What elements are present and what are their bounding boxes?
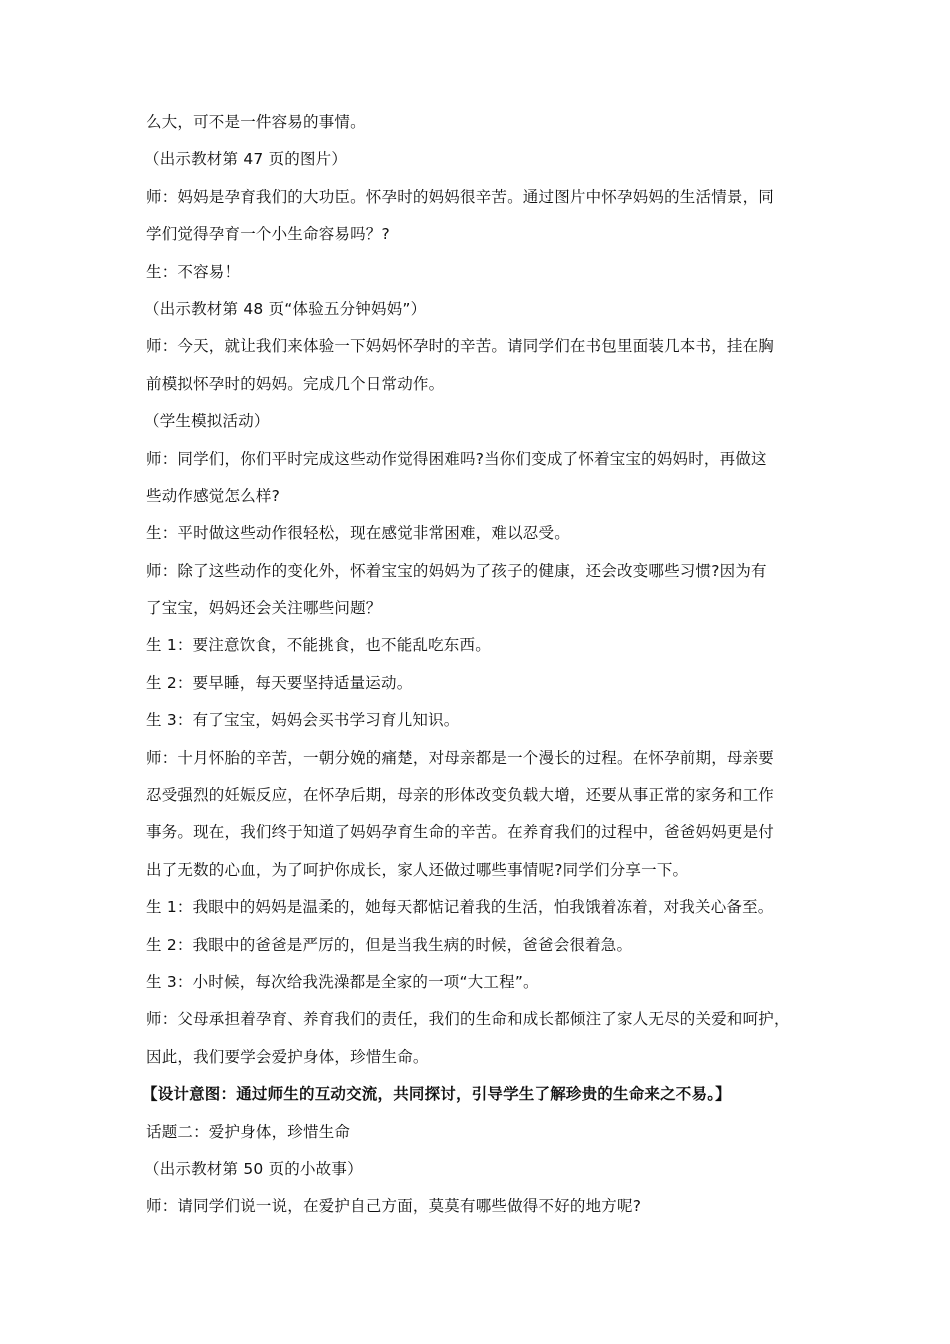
- text-line: 生：不容易！: [146, 262, 241, 281]
- text-line: 生 1：我眼中的妈妈是温柔的，她每天都惦记着我的生活，怕我饿着冻着，对我关心备至。: [146, 898, 774, 917]
- text-line: 师：父母承担着孕育、养育我们的责任，我们的生命和成长都倾注了家人无尽的关爱和呵护，: [146, 1010, 790, 1029]
- text-line: 生 2：要早睡，每天要坚持适量运动。: [146, 673, 413, 692]
- text-line: 生 3：小时候，每次给我洗澡都是全家的一项“大工程”。: [146, 972, 539, 991]
- section-heading: 话题二：爱护身体，珍惜生命: [146, 1122, 351, 1141]
- text-line: 师：妈妈是孕育我们的大功臣。怀孕时的妈妈很辛苦。通过图片中怀孕妈妈的生活情景，同: [146, 187, 775, 206]
- text-line: 些动作感觉怎么样?: [146, 486, 281, 505]
- document-body: [142, 104, 826, 1226]
- text-line: 生 1：要注意饮食，不能挑食，也不能乱吃东西。: [146, 636, 491, 655]
- text-line: 了宝宝，妈妈还会关注哪些问题？: [146, 599, 382, 618]
- text-line: 师：十月怀胎的辛苦，一朝分娩的痛楚，对母亲都是一个漫长的过程。在怀孕前期，母亲要: [146, 748, 775, 767]
- text-line: 么大，可不是一件容易的事情。: [146, 113, 366, 131]
- text-line: 忍受强烈的妊娠反应，在怀孕后期，母亲的形体改变负载大增，还要从事正常的家务和工作: [146, 786, 775, 805]
- text-line: 因此，我们要学会爱护身体，珍惜生命。: [146, 1047, 429, 1066]
- design-intent-note: 【设计意图：通过师生的互动交流，共同探讨，引导学生了解珍贵的生命来之不易。】: [142, 1085, 731, 1104]
- text-line: 生 2：我眼中的爸爸是严厉的，但是当我生病的时候，爸爸会很着急。: [146, 935, 633, 954]
- text-line: 师：今天，就让我们来体验一下妈妈怀孕时的辛苦。请同学们在书包里面装几本书，挂在胸: [146, 337, 775, 356]
- text-line: 师：除了这些动作的变化外，怀着宝宝的妈妈为了孩子的健康，还会改变哪些习惯?因为有: [146, 561, 767, 580]
- text-line: （学生模拟活动）: [144, 412, 270, 431]
- text-line: （出示教材第 50 页的小故事）: [144, 1159, 363, 1178]
- text-line: 生 3：有了宝宝，妈妈会买书学习育儿知识。: [146, 711, 460, 730]
- text-line: 前模拟怀孕时的妈妈。完成几个日常动作。: [146, 374, 445, 393]
- text-line: 出了无数的心血，为了呵护你成长，家人还做过哪些事情呢?同学们分享一下。: [146, 860, 689, 879]
- text-line: （出示教材第 47 页的图片）: [144, 150, 348, 169]
- text-line: 师：请同学们说一说，在爱护自己方面，莫莫有哪些做得不好的地方呢?: [146, 1197, 642, 1216]
- text-line: 师：同学们，你们平时完成这些动作觉得困难吗?当你们变成了怀着宝宝的妈妈时，再做这: [146, 449, 767, 468]
- text-line: 事务。现在，我们终于知道了妈妈孕育生命的辛苦。在养育我们的过程中，爸爸妈妈更是付: [146, 823, 775, 842]
- text-line: （出示教材第 48 页“体验五分钟妈妈”）: [144, 299, 427, 318]
- text-line: 学们觉得孕育一个小生命容易吗？?: [146, 225, 390, 244]
- text-line: 生：平时做这些动作很轻松，现在感觉非常困难，难以忍受。: [146, 524, 570, 543]
